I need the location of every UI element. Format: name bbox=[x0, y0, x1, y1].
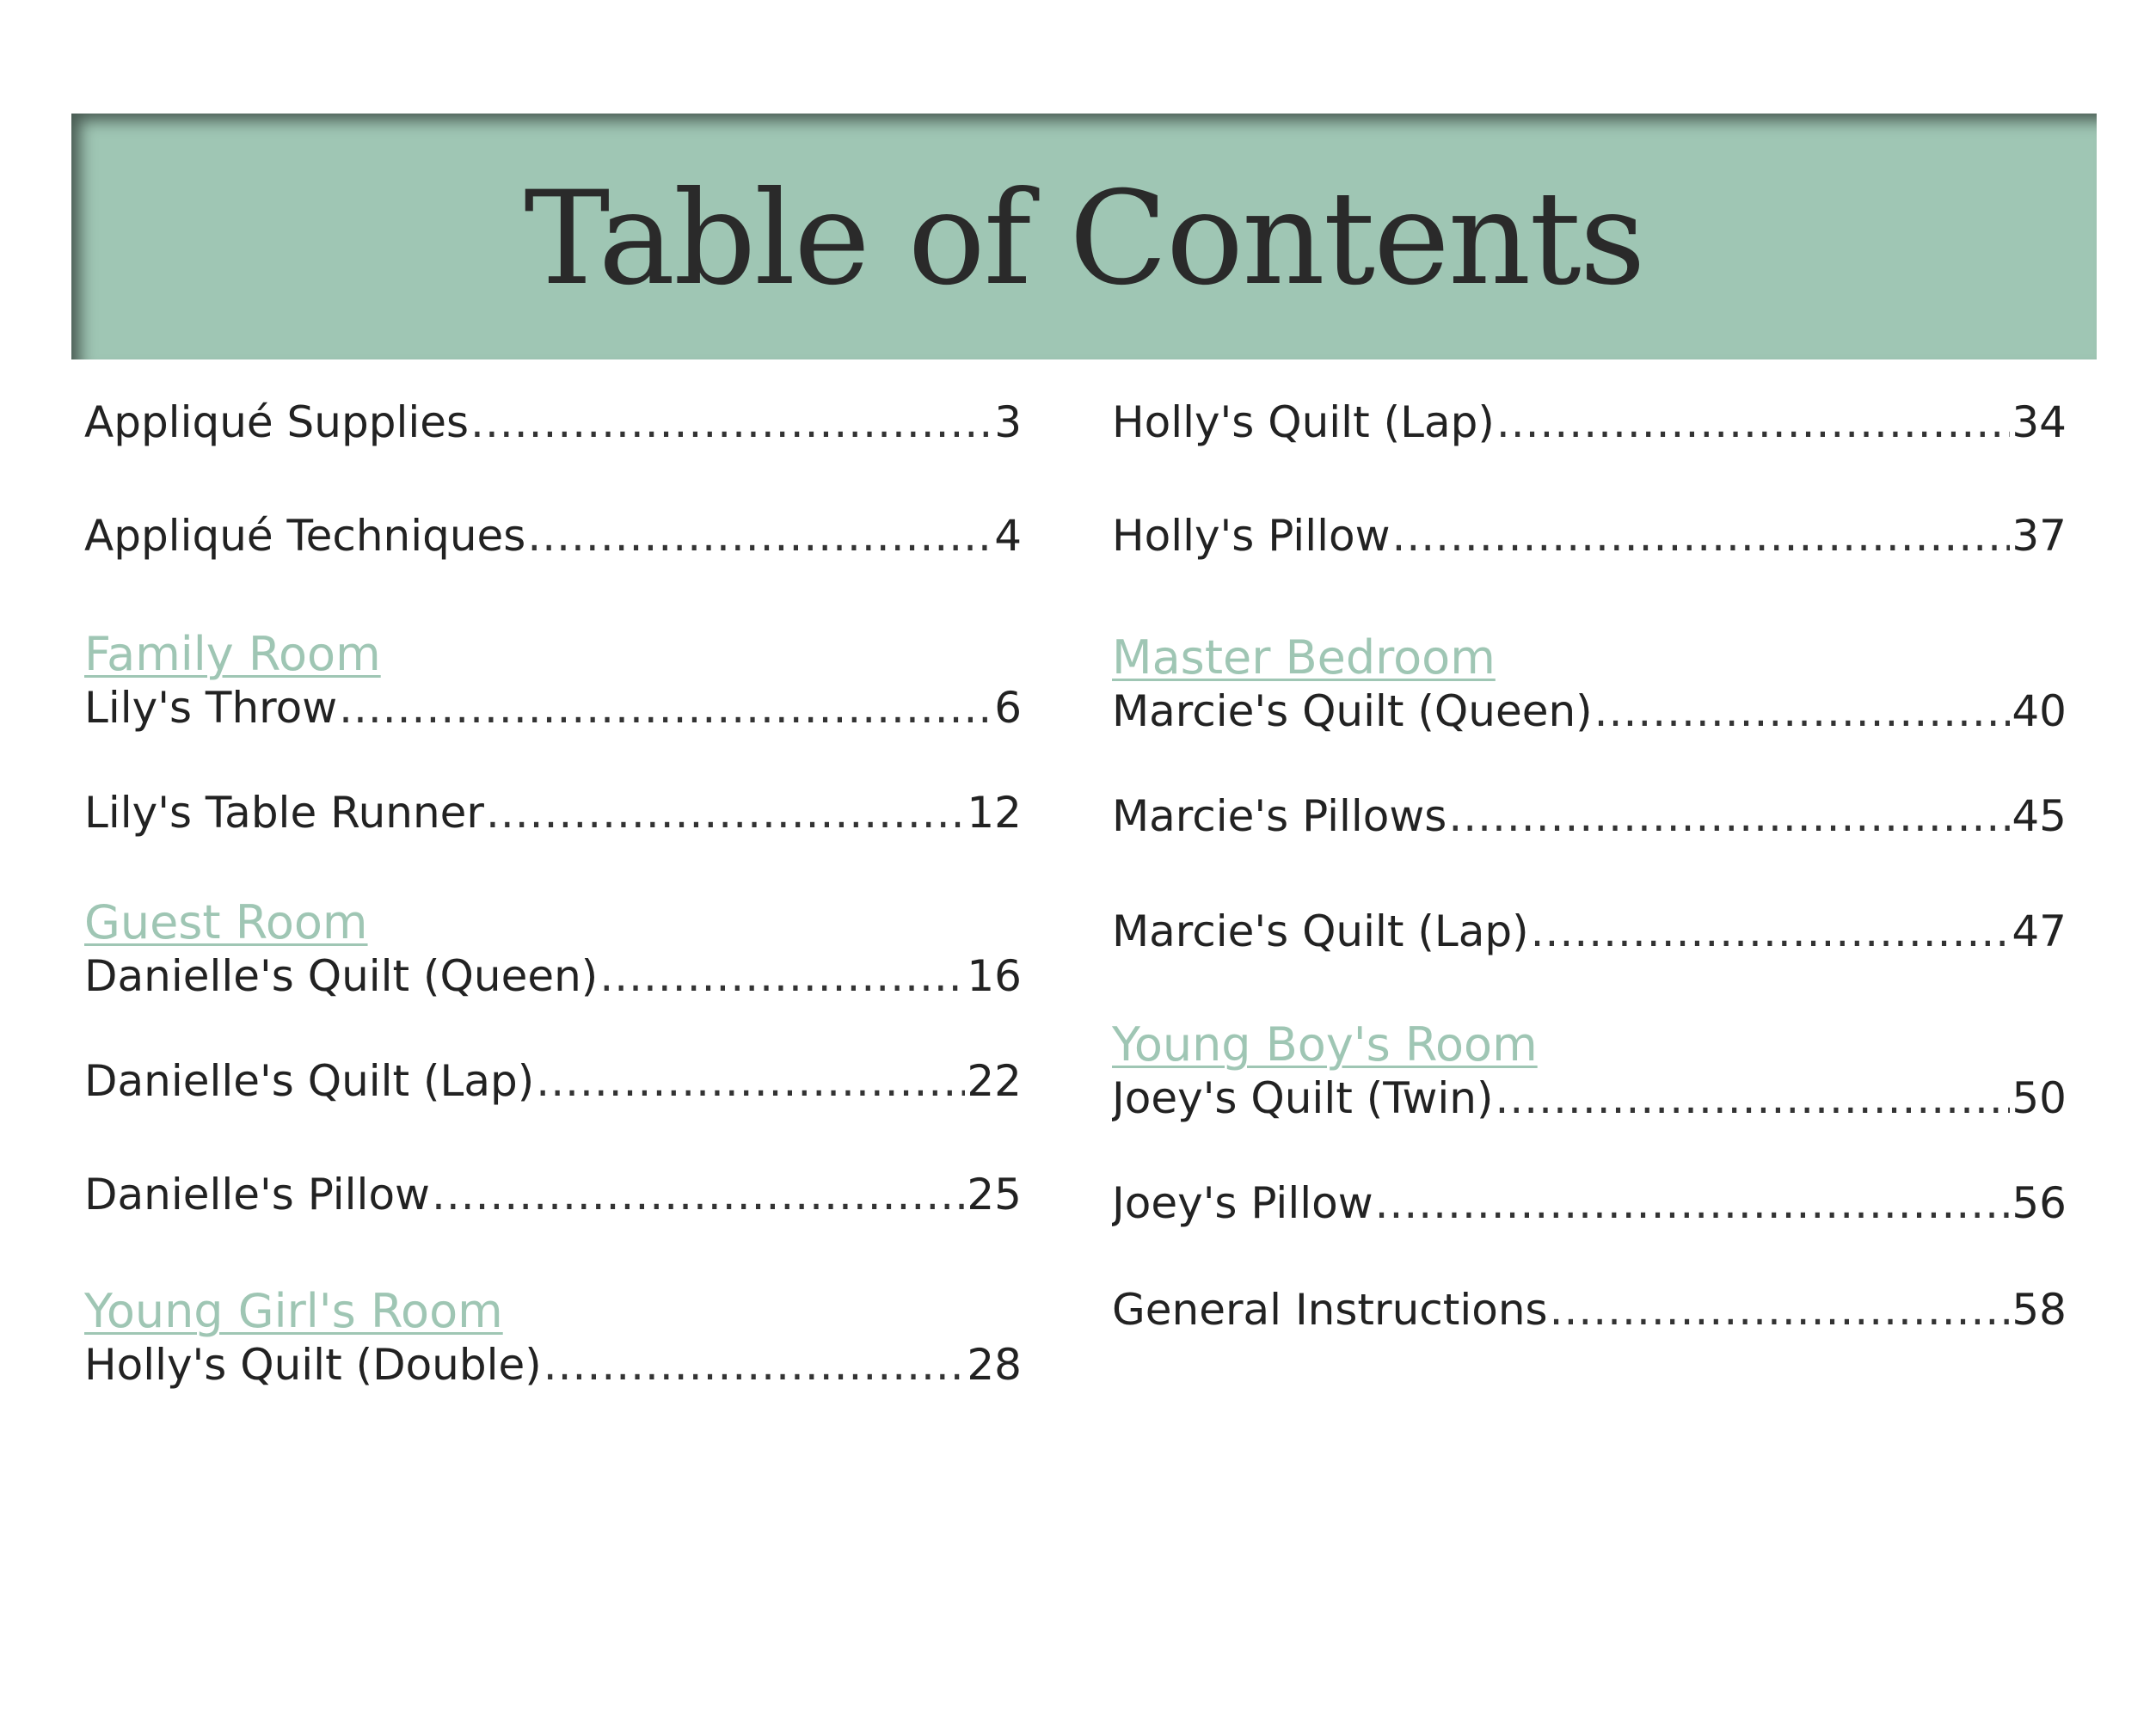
toc-entry-title: Danielle's Pillow bbox=[84, 1170, 430, 1219]
dot-leader bbox=[1496, 396, 2011, 449]
toc-entry[interactable] bbox=[1112, 509, 2067, 562]
dot-leader bbox=[470, 396, 992, 449]
toc-entry-page: 58 bbox=[2012, 1285, 2067, 1335]
spacer bbox=[84, 1108, 1022, 1168]
toc-entry[interactable] bbox=[1112, 1283, 2067, 1336]
section-heading-guest-room[interactable]: Guest Room bbox=[84, 895, 368, 949]
toc-entry[interactable] bbox=[84, 1054, 1022, 1108]
toc-entry-title: Appliqué Techniques bbox=[84, 511, 526, 561]
dot-leader bbox=[1594, 685, 2011, 738]
toc-entry-title: Marcie's Pillows bbox=[1112, 791, 1447, 841]
spacer bbox=[1112, 562, 2067, 631]
toc-entry-page: 3 bbox=[994, 397, 1022, 447]
dot-leader bbox=[486, 786, 965, 839]
toc-entry[interactable] bbox=[1112, 1072, 2067, 1125]
toc-entry-title: Danielle's Quilt (Lap) bbox=[84, 1056, 535, 1106]
spacer bbox=[84, 562, 1022, 628]
dot-leader bbox=[527, 509, 992, 562]
spacer bbox=[1112, 1230, 2067, 1283]
dot-leader bbox=[1550, 1283, 2011, 1336]
toc-entry-page: 16 bbox=[967, 951, 1022, 1001]
dot-leader bbox=[536, 1054, 965, 1108]
toc-entry-page: 25 bbox=[967, 1170, 1022, 1219]
toc-entry-page: 6 bbox=[994, 683, 1022, 733]
toc-entry-title: Holly's Quilt (Double) bbox=[84, 1340, 542, 1390]
toc-entry-title: Holly's Quilt (Lap) bbox=[1112, 397, 1495, 447]
toc-entry-title: Joey's Quilt (Twin) bbox=[1112, 1073, 1494, 1123]
toc-entry-title: Holly's Pillow bbox=[1112, 511, 1391, 561]
toc-entry-page: 50 bbox=[2012, 1073, 2067, 1123]
toc-entry-title: General Instructions bbox=[1112, 1285, 1548, 1335]
spacer bbox=[1112, 738, 2067, 789]
spacer bbox=[84, 1221, 1022, 1285]
toc-entry-title: Lily's Throw bbox=[84, 683, 338, 733]
toc-entry-title: Marcie's Quilt (Lap) bbox=[1112, 906, 1529, 956]
toc-entry-page: 47 bbox=[2012, 906, 2067, 956]
toc-entry-title: Danielle's Quilt (Queen) bbox=[84, 951, 599, 1001]
toc-entry-page: 12 bbox=[967, 788, 1022, 838]
toc-entry-page: 34 bbox=[2012, 397, 2067, 447]
toc-entry-page: 28 bbox=[967, 1340, 1022, 1390]
dot-leader bbox=[1375, 1176, 2011, 1230]
toc-column-right bbox=[1112, 396, 2067, 1336]
toc-entry-title: Appliqué Supplies bbox=[84, 397, 470, 447]
spacer bbox=[84, 839, 1022, 896]
section-heading-family-room[interactable]: Family Room bbox=[84, 627, 381, 681]
dot-leader bbox=[339, 681, 992, 734]
toc-entry-page: 4 bbox=[994, 511, 1022, 561]
toc-entry[interactable] bbox=[84, 949, 1022, 1003]
toc-entry[interactable] bbox=[1112, 396, 2067, 449]
section-heading-young-boys-room[interactable]: Young Boy's Room bbox=[1112, 1017, 1538, 1072]
spacer bbox=[1112, 958, 2067, 1018]
toc-entry[interactable] bbox=[1112, 685, 2067, 738]
toc-entry[interactable] bbox=[84, 509, 1022, 562]
toc-entry[interactable] bbox=[1112, 789, 2067, 843]
toc-entry-page: 56 bbox=[2012, 1178, 2067, 1228]
section-heading-master-bedroom[interactable]: Master Bedroom bbox=[1112, 630, 1496, 685]
spacer bbox=[84, 734, 1022, 786]
toc-entry-title: Lily's Table Runner bbox=[84, 788, 484, 838]
toc-column-left bbox=[84, 396, 1022, 1391]
dot-leader bbox=[432, 1168, 965, 1221]
dot-leader bbox=[599, 949, 965, 1003]
page-title: Table of Contents bbox=[524, 164, 1644, 314]
spacer bbox=[1112, 843, 2067, 905]
toc-entry-page: 40 bbox=[2012, 686, 2067, 736]
toc-entry[interactable] bbox=[84, 786, 1022, 839]
section-heading-young-girls-room[interactable]: Young Girl's Room bbox=[84, 1284, 503, 1338]
spacer bbox=[84, 1003, 1022, 1054]
spacer bbox=[1112, 449, 2067, 509]
dot-leader bbox=[1448, 789, 2010, 843]
title-banner bbox=[71, 114, 2097, 359]
toc-entry-page: 37 bbox=[2012, 511, 2067, 561]
toc-entry-page: 45 bbox=[2012, 791, 2067, 841]
dot-leader bbox=[1391, 509, 2010, 562]
toc-entry[interactable] bbox=[84, 396, 1022, 449]
toc-entry[interactable] bbox=[84, 1338, 1022, 1391]
toc-entry-title: Marcie's Quilt (Queen) bbox=[1112, 686, 1593, 736]
toc-entry-page: 22 bbox=[967, 1056, 1022, 1106]
dot-leader bbox=[544, 1338, 966, 1391]
toc-entry[interactable] bbox=[1112, 1176, 2067, 1230]
dot-leader bbox=[1495, 1072, 2010, 1125]
spacer bbox=[84, 449, 1022, 509]
toc-entry[interactable] bbox=[84, 681, 1022, 734]
toc-entry[interactable] bbox=[84, 1168, 1022, 1221]
toc-entry-title: Joey's Pillow bbox=[1112, 1178, 1373, 1228]
dot-leader bbox=[1531, 905, 2011, 958]
spacer bbox=[1112, 1125, 2067, 1176]
toc-entry[interactable] bbox=[1112, 905, 2067, 958]
